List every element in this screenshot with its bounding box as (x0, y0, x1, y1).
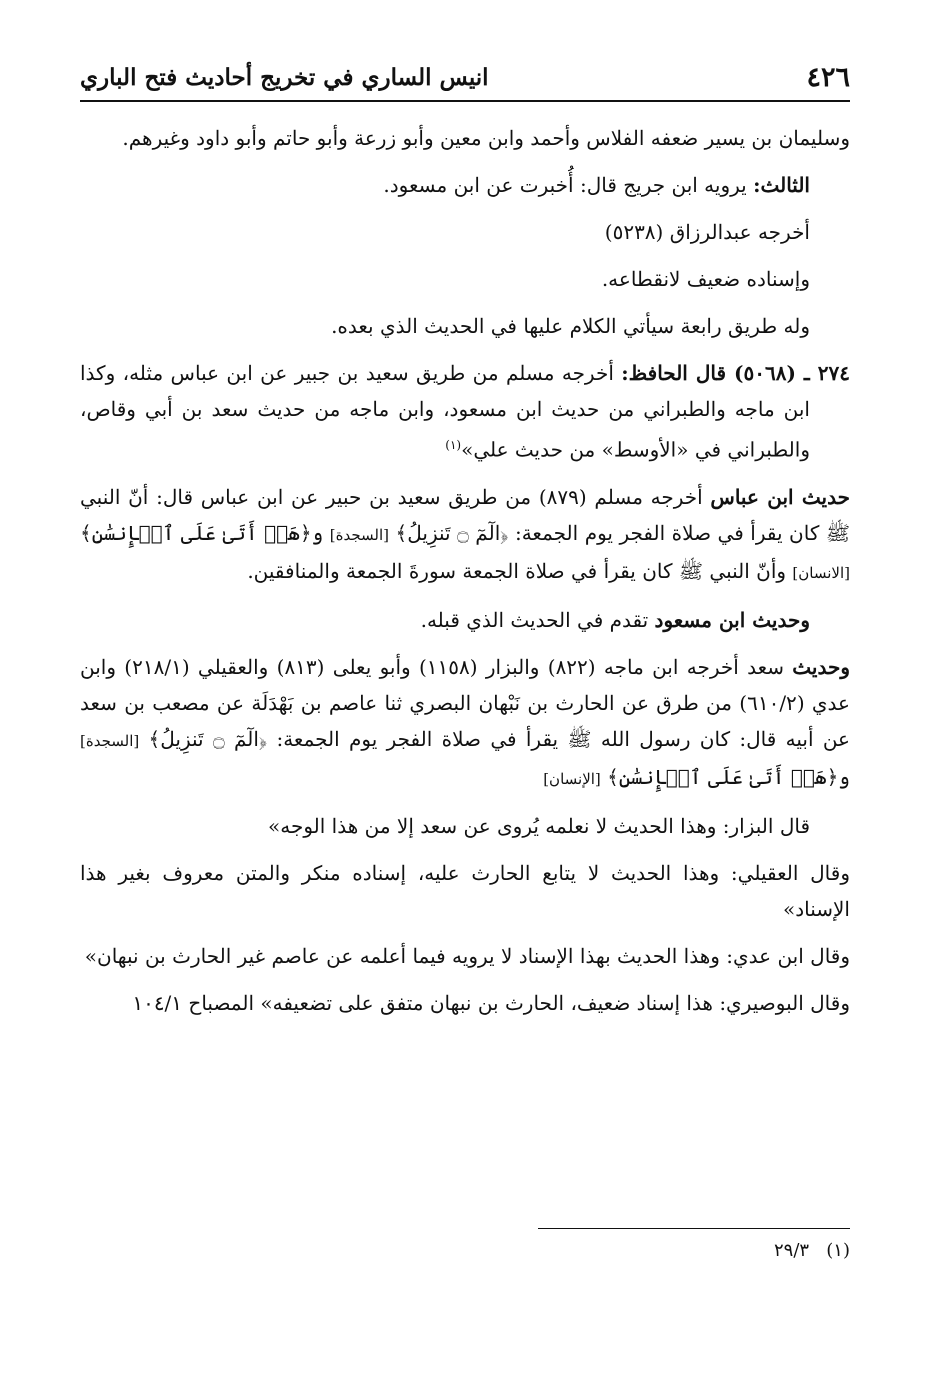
paragraph-text: وله طريق رابعة سيأتي الكلام عليها في الحديث الذي بعده. (331, 314, 810, 338)
page-number: ٤٢٦ (806, 62, 850, 93)
footnote-marker: (١) (826, 1240, 850, 1261)
paragraph-label: وحديث (792, 654, 851, 679)
footnote-text: ٢٩/٣ (773, 1240, 810, 1261)
paragraph-ibn-abbas (80, 479, 850, 591)
paragraph-weak-chain (80, 261, 850, 297)
footnote (538, 1240, 850, 1261)
paragraph-bazzar (80, 808, 850, 844)
paragraph-text: وقال العقيلي: وهذا الحديث لا يتابع الحارث عليه، إسناده منكر والمتن معروف بغير هذا الإسناد» (80, 860, 850, 921)
paragraph-text: و﴿هَلۡ أَتَىٰ عَلَى ٱلۡإِنسَٰنِ﴾ (80, 520, 330, 545)
entry-heading: ٢٧٤ ـ (٥٠٦٨) قال الحافظ: (621, 361, 851, 385)
paragraph-fourth-route (80, 308, 850, 344)
paragraph-text: وقال البوصيري: هذا إسناد ضعيف، الحارث بن نبهان متفق على تضعيفه» المصباح ١٠٤/١ (132, 990, 850, 1015)
paragraph-text: قال البزار: وهذا الحديث لا نعلمه يُروى عن سعد إلا من هذا الوجه» (268, 813, 810, 838)
paragraph-text: وأنّ النبي ﷺ كان يقرأ في صلاة الجمعة سورةَ الجمعة والمنافقين. (247, 558, 793, 583)
paragraph-saad (80, 649, 850, 797)
hadith-entry-274 (80, 355, 850, 468)
book-title: انيس الساري في تخريج أحاديث فتح الباري (80, 64, 489, 91)
surah-ref: [السجدة] (80, 731, 140, 750)
header-rule (80, 100, 850, 102)
paragraph-label: حديث ابن عباس (710, 484, 850, 509)
paragraph-text: أخرجه مسلم (٨٧٩) من طريق سعيد بن حبير عن ابن عباس قال: أنّ النبي ﷺ كان يقرأ في صلاة الفجر يوم الجمعة: ﴿الٓمٓ ۝ تَنزِيلُ﴾ (80, 484, 850, 545)
running-header (80, 62, 850, 102)
paragraph-third-route (80, 167, 850, 203)
paragraph-text: وقال ابن عدي: وهذا الحديث بهذا الإسناد لا يرويه فيما أعلمه عن عاصم غير الحارث بن نبهان» (84, 943, 850, 968)
paragraph-text: سعد أخرجه ابن ماجه (٨٢٢) والبزار (١١٥٨) وأبو يعلى (٨١٣) والعقيلي (٢١٨/١) وابن عدي (٦١٠/٢) من طرق عن الحارث بن نَبْهان البصري ثنا عاصم بن بَهْدَلَة عن مصعب بن سعد عن أبيه قال: كان رسول الله ﷺ يقرأ في صلاة الفجر يوم الجمعة: ﴿الٓمٓ ۝ تَنزِيلُ﴾ (80, 654, 850, 751)
paragraph-abdulrazzaq (80, 214, 850, 250)
surah-ref: [الإنسان] (543, 769, 601, 788)
paragraph-uqayli (80, 855, 850, 927)
footnote-rule (538, 1228, 850, 1229)
surah-ref: [السجدة] (329, 525, 390, 544)
main-text (80, 120, 850, 1032)
paragraph-label: وحديث ابن مسعود (654, 607, 810, 632)
paragraph-ibn-adi (80, 938, 850, 974)
paragraph-text: أخرجه عبدالرزاق (٥٢٣٨) (604, 220, 810, 244)
paragraph-text: تقدم في الحديث الذي قبله. (420, 607, 655, 632)
footnote-ref: (١) (445, 438, 462, 452)
paragraph-text: أخرجه مسلم من طريق سعيد بن جبير عن ابن عباس مثله، وكذا ابن ماجه والطبراني من حديث ابن مسعود، وابن ماجه من حديث سعد بن أبي وقاص، والطبراني في «الأوسط» من حديث علي» (80, 361, 810, 462)
paragraph-text: وإسناده ضعيف لانقطاعه. (601, 267, 810, 291)
paragraph-busiri (80, 985, 850, 1021)
paragraph-ibn-masud (80, 602, 850, 638)
surah-ref: [الانسان] (792, 563, 850, 582)
paragraph-narrators (80, 120, 850, 156)
paragraph-text: وسليمان بن يسير ضعفه الفلاس وأحمد وابن معين وأبو زرعة وأبو حاتم وأبو داود وغيرهم. (122, 126, 850, 150)
paragraph-text: و﴿هَلۡ أَتَىٰ عَلَى ٱلۡإِنسَٰنِ﴾ (600, 764, 850, 789)
paragraph-text: يرويه ابن جريج قال: أُخبرت عن ابن مسعود. (383, 173, 754, 197)
paragraph-label: الثالث: (753, 173, 810, 197)
